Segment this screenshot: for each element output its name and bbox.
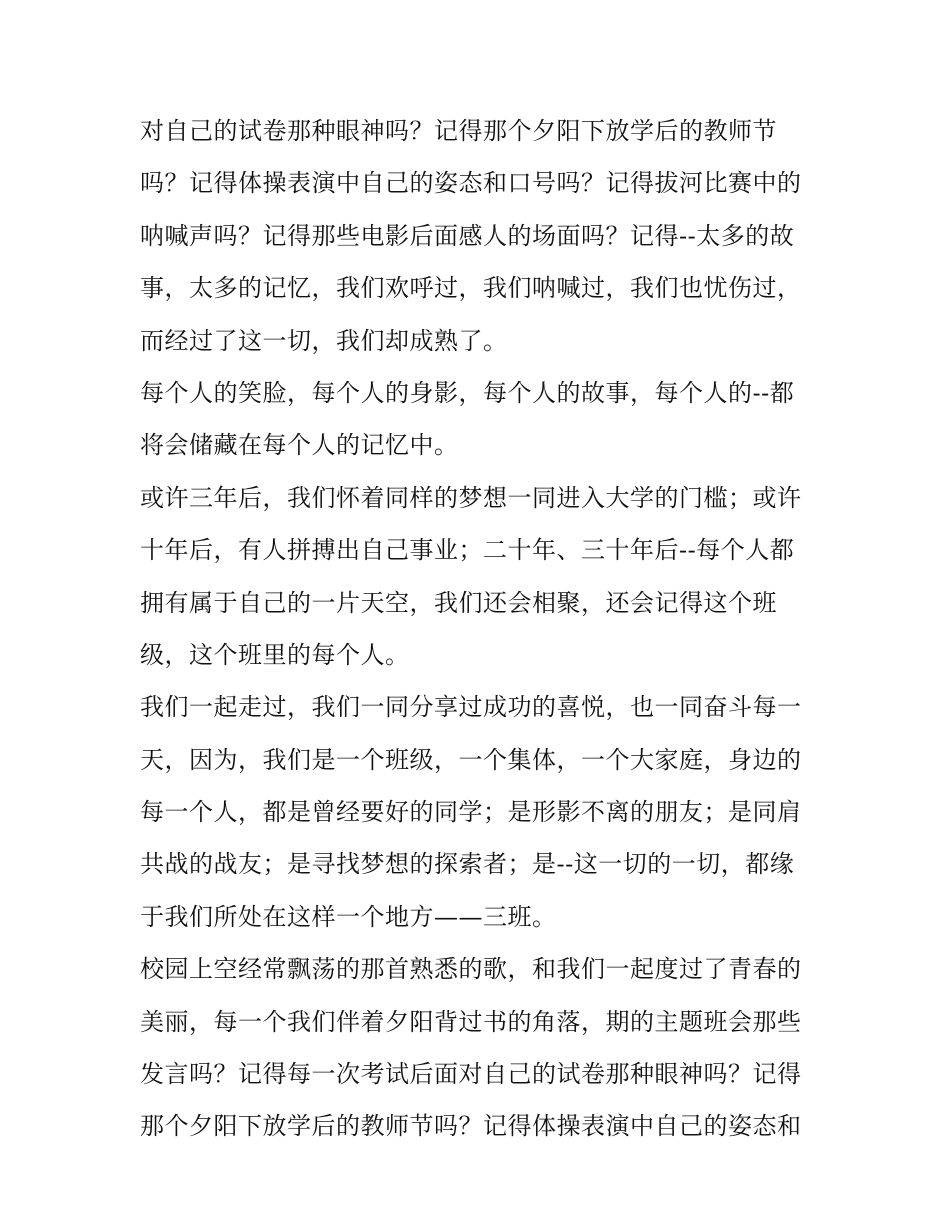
text-line: 级，这个班里的每个人。	[140, 640, 410, 669]
text-line: 共战的战友；是寻找梦想的探索者；是--这一切的一切，都缘	[140, 850, 795, 879]
text-line: 每个人的笑脸，每个人的身影，每个人的故事，每个人的--都	[140, 378, 795, 407]
text-line: 校园上空经常飘荡的那首熟悉的歌，和我们一起度过了青春的	[140, 955, 802, 984]
text-line: 拥有属于自己的一片天空，我们还会相聚，还会记得这个班	[140, 588, 777, 617]
text-line: 每一个人，都是曾经要好的同学；是形影不离的朋友；是同肩	[140, 798, 802, 827]
text-line: 于我们所处在这样一个地方——三班。	[140, 902, 557, 931]
text-line: 美丽，每一个我们伴着夕阳背过书的角落，期的主题班会那些	[140, 1007, 802, 1036]
text-line: 对自己的试卷那种眼神吗？记得那个夕阳下放学后的教师节	[140, 117, 777, 145]
text-line: 发言吗？记得每一次考试后面对自己的试卷那种眼神吗？记得	[140, 1060, 802, 1089]
text-line: 将会储藏在每个人的记忆中。	[140, 431, 459, 460]
text-line: 吗？记得体操表演中自己的姿态和口号吗？记得拔河比赛中的	[140, 169, 802, 198]
text-line: 事，太多的记忆，我们欢呼过，我们呐喊过，我们也忧伤过，	[140, 274, 802, 303]
text-line: 十年后，有人拼搏出自己事业；二十年、三十年后--每个人都	[140, 536, 795, 565]
text-line: 而经过了这一切，我们却成熟了。	[140, 326, 508, 355]
text-line: 或许三年后，我们怀着同样的梦想一同进入大学的门槛；或许	[140, 483, 802, 512]
text-line: 呐喊声吗？记得那些电影后面感人的场面吗？记得--太多的故	[140, 221, 795, 250]
text-line: 那个夕阳下放学后的教师节吗？记得体操表演中自己的姿态和	[140, 1112, 802, 1141]
text-line: 我们一起走过，我们一同分享过成功的喜悦，也一同奋斗每一	[140, 693, 802, 722]
document-body	[140, 105, 820, 1153]
text-line: 天，因为，我们是一个班级，一个集体，一个大家庭，身边的	[140, 745, 802, 774]
